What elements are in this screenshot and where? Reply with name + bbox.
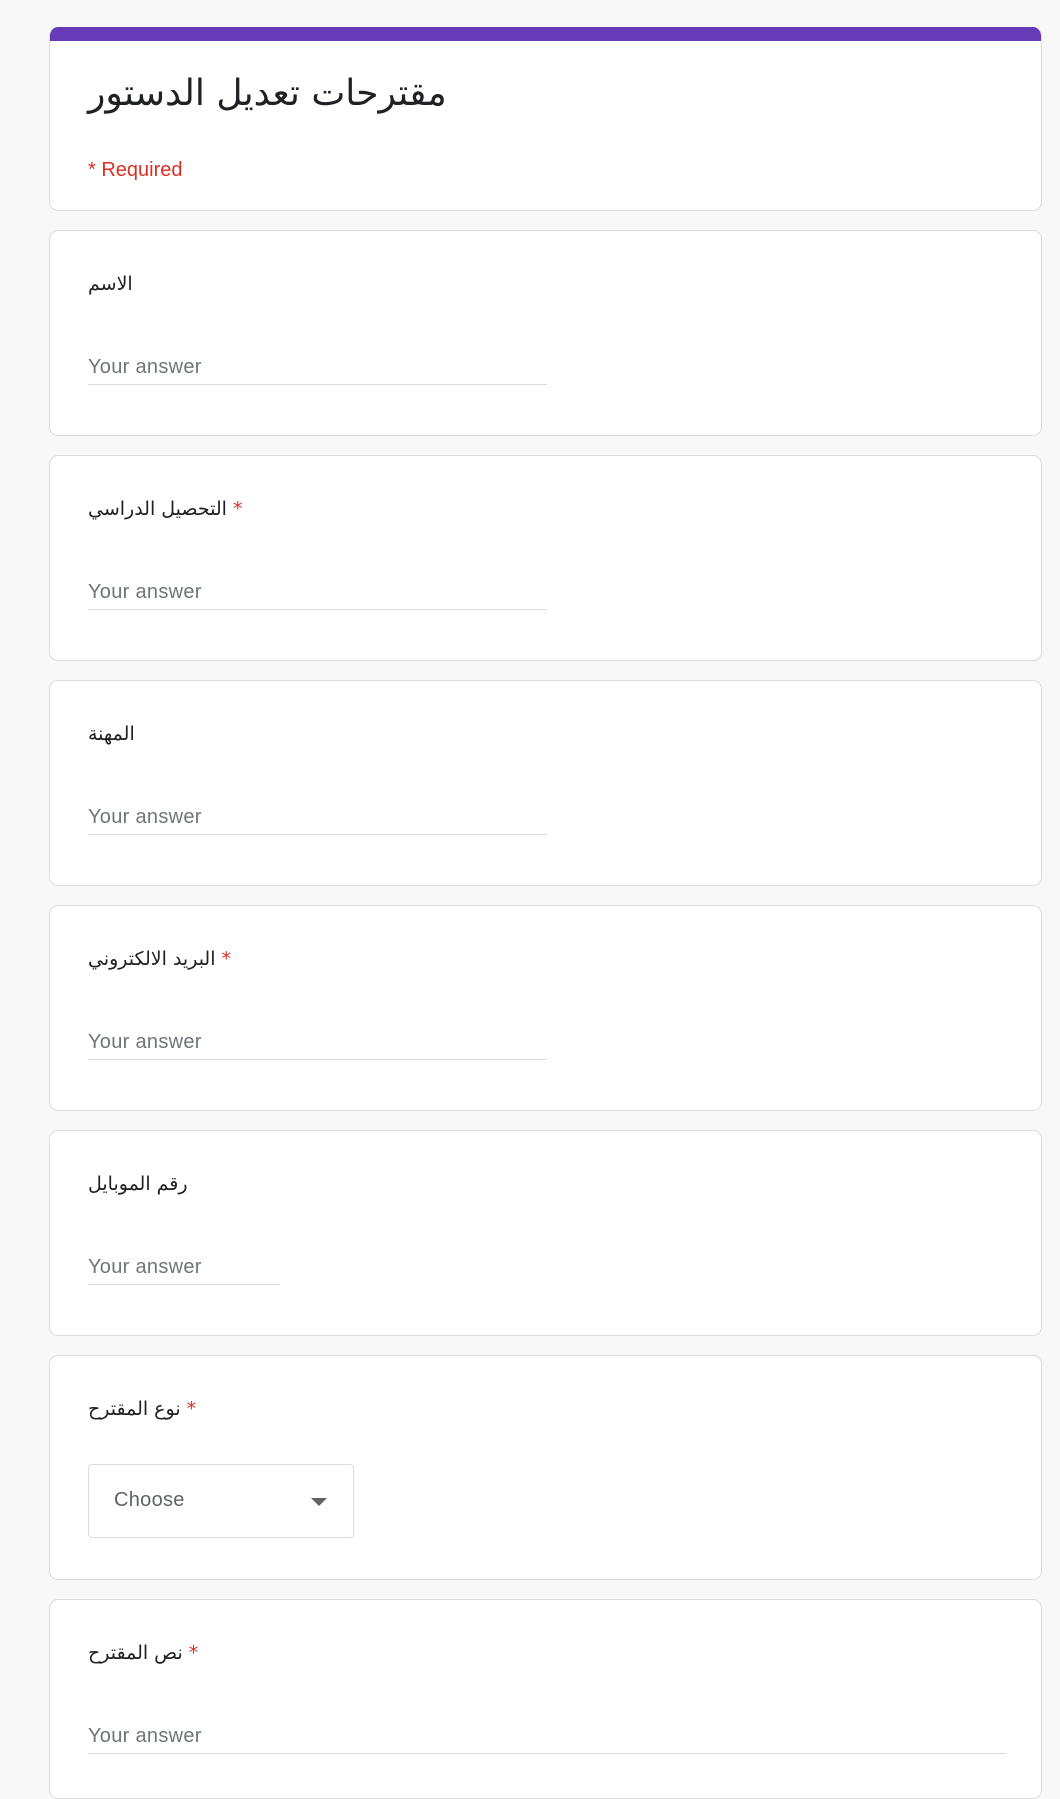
question-label: البريد الالكتروني: [88, 948, 216, 970]
question-title: [88, 494, 242, 524]
question-card-proposal-text: [49, 1599, 1042, 1799]
dropdown-label: Choose: [114, 1489, 185, 1511]
question-card-education: [49, 455, 1042, 661]
question-title: [88, 719, 135, 749]
required-note: * Required: [88, 159, 183, 181]
form-title: مقترحات تعديل الدستور: [88, 73, 447, 114]
chevron-down-icon: [311, 1498, 327, 1506]
name-input[interactable]: [88, 351, 547, 385]
required-star: *: [232, 498, 243, 520]
question-label: نوع المقترح: [88, 1398, 181, 1420]
question-card-email: [49, 905, 1042, 1111]
question-card-proposal-type: [49, 1355, 1042, 1580]
accent-bar: [50, 27, 1041, 41]
question-title: [88, 944, 231, 974]
profession-input[interactable]: [88, 801, 547, 835]
proposal-type-dropdown[interactable]: [88, 1464, 354, 1538]
question-title: [88, 1169, 188, 1199]
required-star: *: [188, 1642, 199, 1664]
question-label: رقم الموبايل: [88, 1173, 188, 1195]
question-label: الاسم: [88, 273, 133, 295]
question-card-mobile: [49, 1130, 1042, 1336]
question-label: نص المقترح: [88, 1642, 183, 1664]
question-title: [88, 269, 133, 299]
mobile-input[interactable]: [88, 1251, 280, 1285]
education-input[interactable]: [88, 576, 547, 610]
question-card-profession: [49, 680, 1042, 886]
email-input[interactable]: [88, 1026, 547, 1060]
question-title: [88, 1638, 198, 1668]
question-label: المهنة: [88, 723, 135, 745]
required-star: *: [186, 1398, 197, 1420]
proposal-text-input[interactable]: [88, 1720, 1006, 1754]
question-title: [88, 1394, 196, 1424]
required-star: *: [221, 948, 231, 970]
form-header-card: [49, 27, 1042, 211]
question-card-name: [49, 230, 1042, 436]
form-container: [49, 27, 1042, 1799]
question-label: التحصيل الدراسي: [88, 498, 227, 520]
